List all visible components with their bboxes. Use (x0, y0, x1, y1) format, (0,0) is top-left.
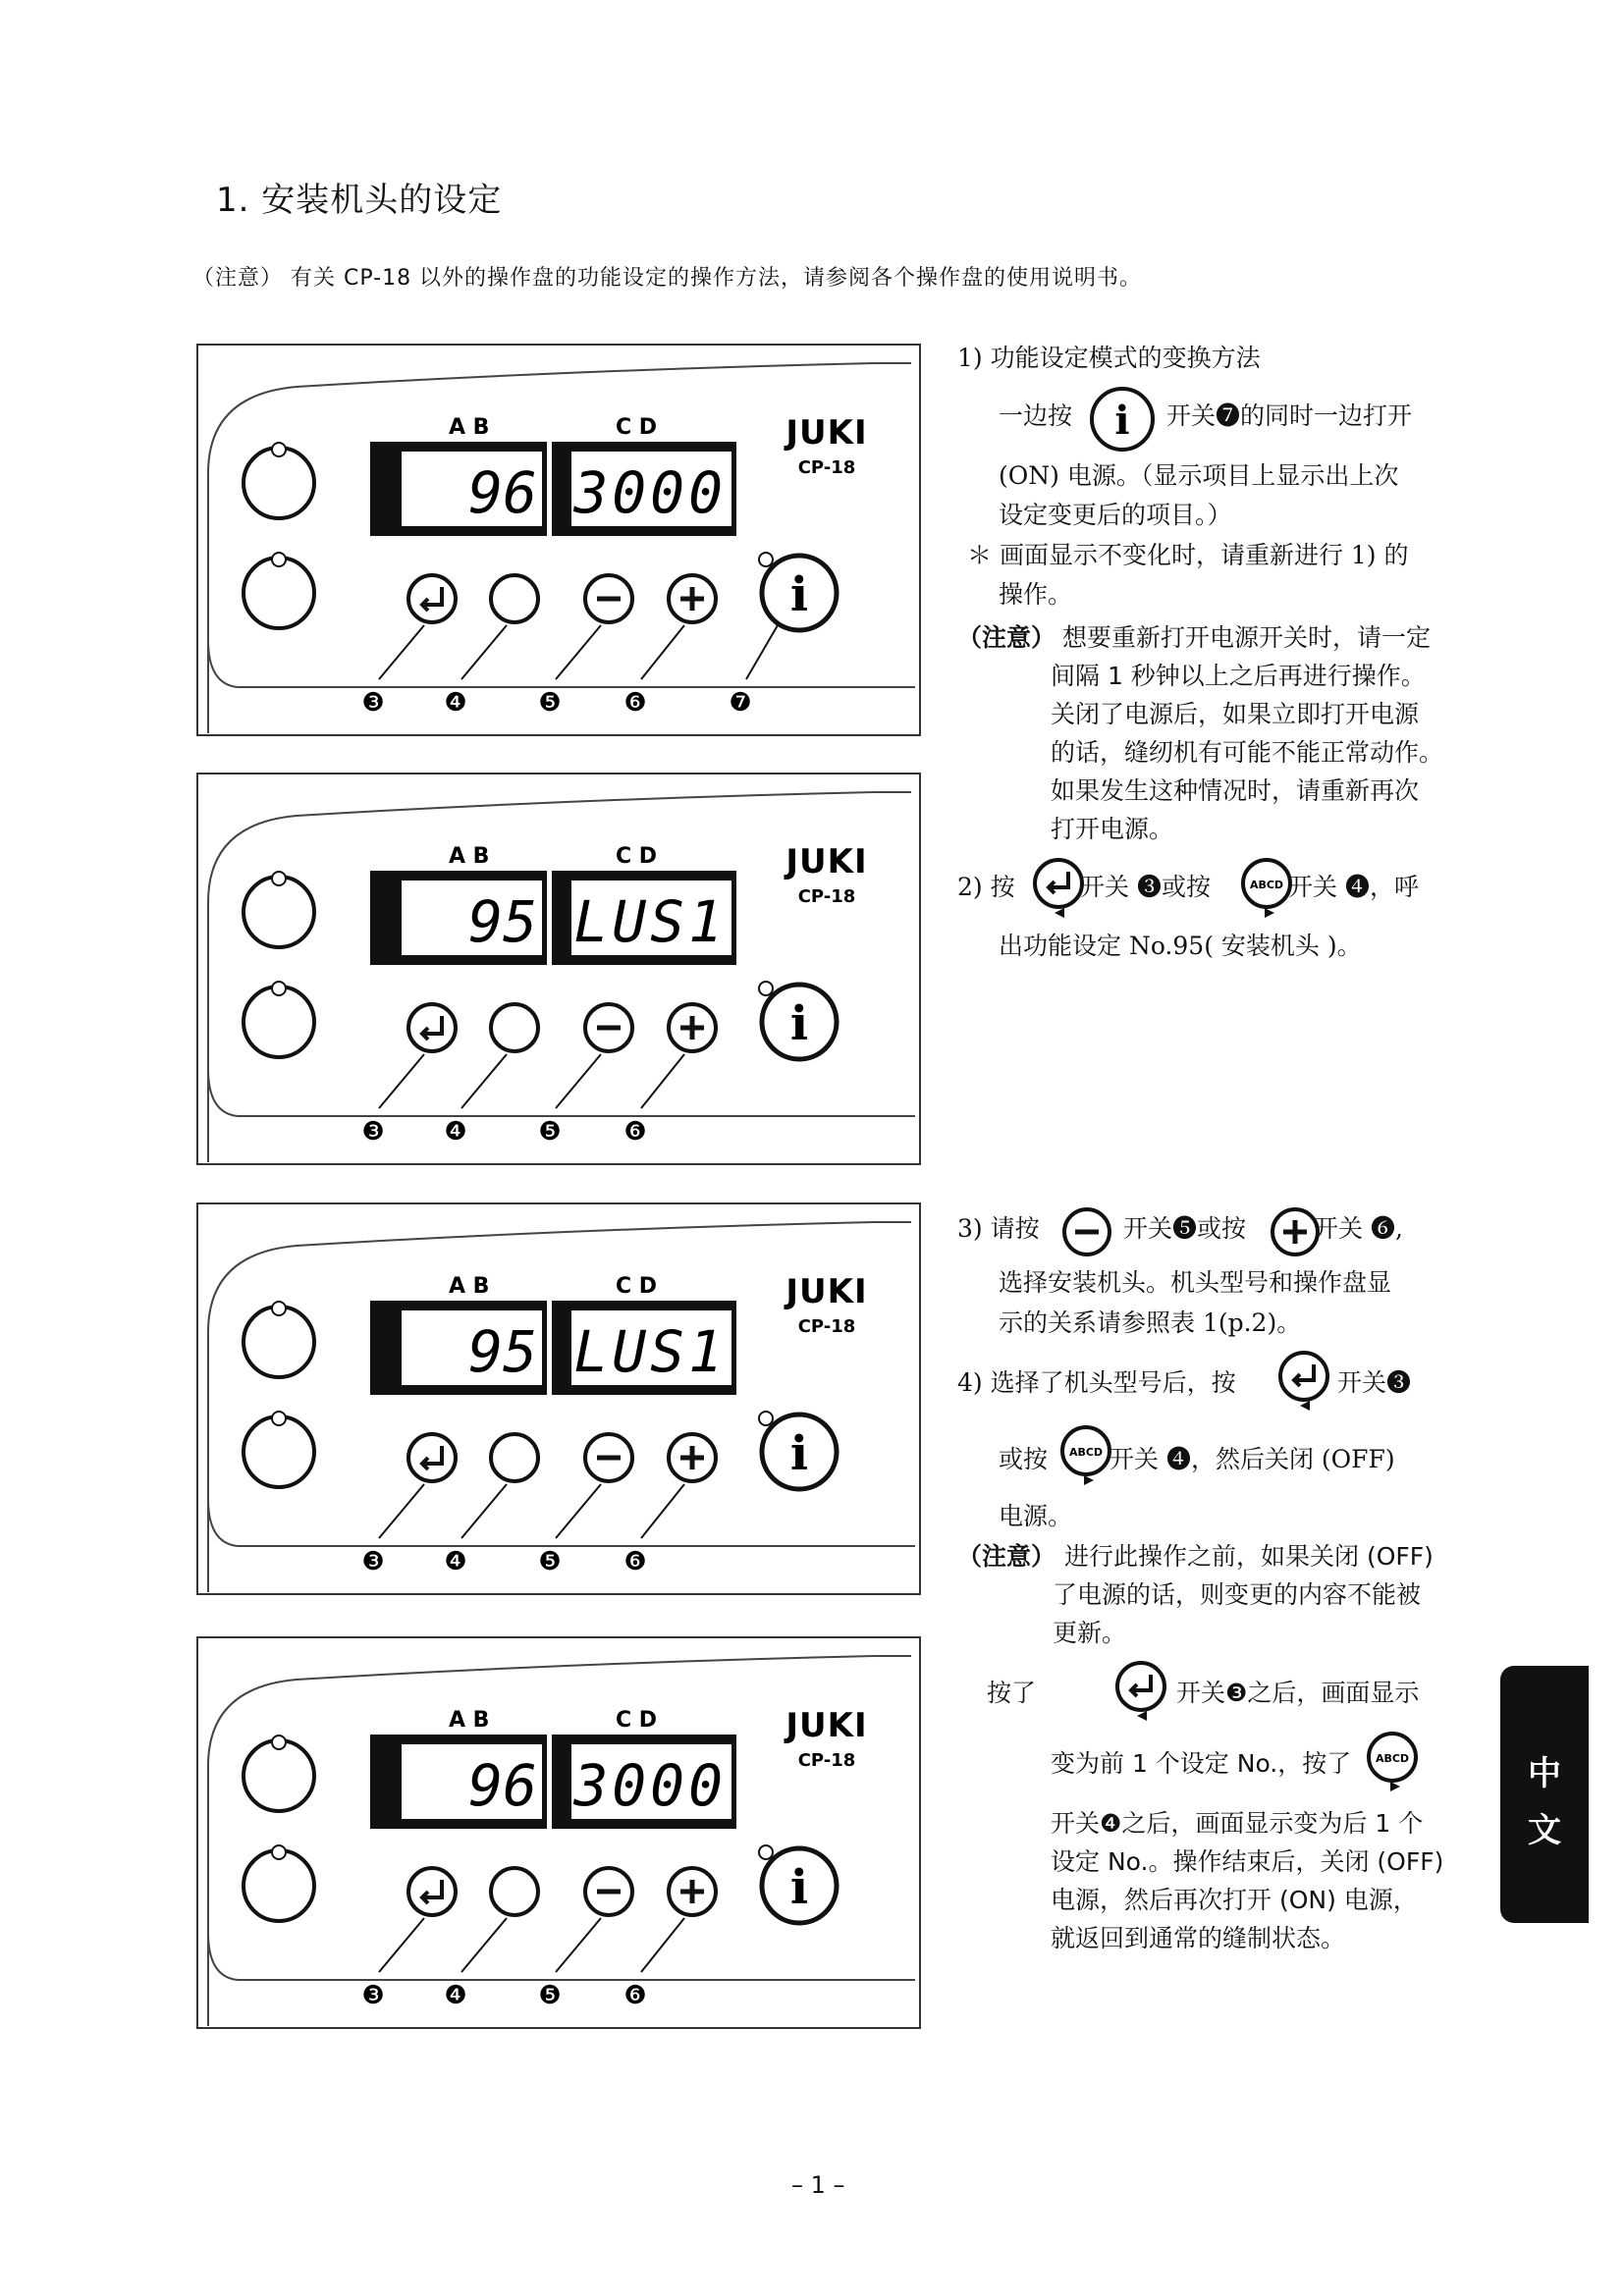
panel-drawing-2 (198, 774, 921, 1165)
step1-text-c: 设定变更后的项目。） (999, 501, 1232, 529)
abcd-button (491, 1434, 538, 1481)
panel-drawing-4 (198, 1638, 921, 2029)
callout-leader (641, 625, 684, 679)
model-label: CP-18 (797, 1750, 856, 1771)
step2-text-c: 开关 ❹，呼 (1288, 873, 1419, 901)
enter-button (408, 1868, 456, 1915)
stitch-mode-button-1 (244, 877, 314, 947)
callout-number: ❸ (361, 1547, 385, 1576)
stitch-mode-button-1 (244, 1740, 314, 1811)
step4-text-b: 开关❸ (1337, 1368, 1412, 1397)
callout-leader (379, 1918, 424, 1972)
abcd-button-icon (1058, 1423, 1117, 1488)
note2-heading: （注意） (957, 1542, 1056, 1571)
brand-logo: JUKI (785, 413, 868, 453)
note3-text-d: 开关❹之后，画面显示变为后 1 个 (1051, 1809, 1424, 1838)
step4-text-e: 电源。 (999, 1502, 1073, 1530)
svg-text:ABCD: ABCD (1375, 1752, 1410, 1765)
step2-text-d: 出功能设定 No.95( 安装机头 )。 (999, 932, 1362, 960)
display-label-cd: C D (616, 844, 658, 869)
enter-button-icon (1113, 1659, 1172, 1724)
led-indicator (759, 1845, 773, 1859)
display-label-cd: C D (616, 1708, 658, 1733)
minus-button-icon (1060, 1205, 1113, 1258)
callout-leader (379, 625, 424, 679)
callout-number: ❹ (444, 1547, 467, 1576)
info-icon: i (789, 1860, 809, 1915)
abcd-button (491, 1004, 538, 1051)
display-label-ab: A B (449, 415, 490, 440)
step4-text-c: 或按 (999, 1445, 1049, 1473)
abcd-button (491, 1868, 538, 1915)
step3-text-c: 开关 ❻, (1314, 1214, 1403, 1243)
note1-line2: 间隔 1 秒钟以上之后再进行操作。 (1051, 662, 1426, 690)
step3-text-a: 3) 请按 (957, 1214, 1040, 1243)
display-cd-value: 3000 (573, 459, 727, 526)
step1-text-a1: 一边按 (999, 401, 1073, 430)
note1-line1: 想要重新打开电源开关时，请一定 (1062, 623, 1432, 652)
language-tab (1500, 1666, 1589, 1923)
led-indicator (272, 982, 286, 995)
stitch-mode-button-1 (244, 1307, 314, 1377)
note2-line3: 更新。 (1053, 1619, 1127, 1647)
callout-number: ❹ (444, 688, 467, 718)
note1-heading: （注意） (957, 623, 1056, 652)
svg-text:ABCD: ABCD (1249, 879, 1284, 891)
callout-leader (641, 1918, 684, 1972)
language-tab-char-1: 中 (1528, 1754, 1561, 1793)
enter-button-icon (1276, 1349, 1335, 1414)
stitch-mode-button-1 (244, 448, 314, 518)
note3-text-f: 电源，然后再次打开 (ON) 电源， (1051, 1886, 1418, 1914)
callout-leader (379, 1054, 424, 1108)
stitch-mode-button-2 (244, 1416, 314, 1487)
step3-text-b: 开关❺或按 (1123, 1214, 1247, 1243)
step1-text-b: (ON) 电源。（显示项目上显示出上次 (999, 461, 1399, 490)
model-label: CP-18 (797, 886, 856, 907)
step4-text-a: 4) 选择了机头型号后，按 (957, 1368, 1236, 1397)
enter-button (408, 1004, 456, 1051)
led-indicator (272, 1845, 286, 1859)
callout-leader (461, 625, 507, 679)
note2-line1: 进行此操作之前，如果关闭 (OFF) (1064, 1542, 1434, 1571)
control-panel-3 (196, 1202, 921, 1595)
enter-button (408, 575, 456, 622)
stitch-mode-button-2 (244, 558, 314, 628)
brand-logo: JUKI (785, 1272, 868, 1311)
model-label: CP-18 (797, 457, 856, 478)
note1-line3: 关闭了电源后，如果立即打开电源 (1051, 700, 1420, 728)
stitch-mode-button-2 (244, 1850, 314, 1921)
callout-number: ❻ (623, 1117, 647, 1147)
callout-leader (641, 1054, 684, 1108)
info-icon: i (789, 996, 809, 1051)
led-indicator (272, 1735, 286, 1749)
step4-text-d: 开关 ❹，然后关闭 (OFF) (1110, 1445, 1395, 1473)
callout-number: ❸ (361, 1117, 385, 1147)
top-note: （注意） 有关 CP-18 以外的操作盘的功能设定的操作方法，请参阅各个操作盘的使用说明书。 (192, 266, 1143, 291)
callout-number: ❺ (538, 1117, 562, 1147)
brand-logo: JUKI (785, 1706, 868, 1745)
step3-text-e: 示的关系请参照表 1(p.2)。 (999, 1308, 1302, 1337)
display-cd-value: LUS1 (573, 888, 727, 955)
led-indicator (272, 553, 286, 566)
step1-text-d: ＊ 画面显示不变化时，请重新进行 1) 的 (967, 541, 1409, 569)
note1-line5: 如果发生这种情况时，请重新再次 (1051, 776, 1420, 805)
step1-heading: 1) 功能设定模式的变换方法 (957, 344, 1261, 372)
step2-text-b: 开关 ❸或按 (1080, 873, 1211, 901)
callout-number: ❺ (538, 1981, 562, 2010)
callout-leader (746, 625, 778, 679)
svg-text:ABCD: ABCD (1068, 1446, 1104, 1459)
callout-leader (641, 1484, 684, 1538)
callout-number: ❻ (623, 1981, 647, 2010)
led-indicator (759, 553, 773, 566)
callout-number: ❹ (444, 1981, 467, 2010)
note2-line2: 了电源的话，则变更的内容不能被 (1053, 1580, 1422, 1609)
note1-line4: 的话，缝纫机有可能不能正常动作。 (1051, 738, 1444, 767)
led-indicator (272, 443, 286, 456)
led-indicator (759, 1412, 773, 1425)
note3-text-a: 按了 (987, 1679, 1037, 1707)
display-ab-value: 96 (468, 1752, 537, 1819)
model-label: CP-18 (797, 1316, 856, 1337)
abcd-button-icon (1365, 1730, 1424, 1794)
callout-number: ❸ (361, 688, 385, 718)
control-panel-2 (196, 773, 921, 1165)
brand-logo: JUKI (785, 842, 868, 881)
display-ab-value: 95 (468, 888, 537, 955)
callout-number: ❻ (623, 1547, 647, 1576)
note1-line6: 打开电源。 (1051, 815, 1174, 843)
callout-leader (556, 1054, 601, 1108)
control-panel-4 (196, 1636, 921, 2029)
callout-number: ❹ (444, 1117, 467, 1147)
display-ab-value: 95 (468, 1318, 537, 1385)
svg-text:i: i (1114, 398, 1130, 444)
led-indicator (272, 1412, 286, 1425)
stitch-mode-button-2 (244, 987, 314, 1057)
enter-button (408, 1434, 456, 1481)
led-indicator (272, 1302, 286, 1315)
display-label-ab: A B (449, 1708, 490, 1733)
led-indicator (272, 872, 286, 885)
step1-text-a2: 开关❼的同时一边打开 (1166, 401, 1413, 430)
callout-number: ❺ (538, 688, 562, 718)
info-icon: i (789, 567, 809, 622)
step2-text-a: 2) 按 (957, 873, 1015, 901)
display-cd-value: LUS1 (573, 1318, 727, 1385)
display-cd-value: 3000 (573, 1752, 727, 1819)
step1-text-e: 操作。 (999, 580, 1073, 609)
callout-leader (556, 1484, 601, 1538)
display-label-cd: C D (616, 1274, 658, 1299)
callout-number: ❼ (729, 688, 752, 718)
note3-text-e: 设定 No.。操作结束后，关闭 (OFF) (1051, 1847, 1444, 1876)
language-tab-char-2: 文 (1528, 1811, 1561, 1850)
callout-leader (379, 1484, 424, 1538)
display-label-ab: A B (449, 844, 490, 869)
callout-leader (556, 1918, 601, 1972)
callout-leader (461, 1054, 507, 1108)
info-button-icon (1088, 385, 1157, 454)
step3-text-d: 选择安装机头。机头型号和操作盘显 (999, 1268, 1392, 1297)
note3-text-c: 变为前 1 个设定 No.，按了 (1051, 1749, 1352, 1778)
callout-leader (461, 1918, 507, 1972)
callout-number: ❻ (623, 688, 647, 718)
section-title: 1. 安装机头的设定 (216, 181, 503, 220)
abcd-button (491, 575, 538, 622)
panel-drawing-3 (198, 1204, 921, 1595)
callout-number: ❸ (361, 1981, 385, 2010)
display-label-cd: C D (616, 415, 658, 440)
control-panel-1 (196, 344, 921, 736)
note3-text-b: 开关❸之后，画面显示 (1176, 1679, 1420, 1707)
callout-leader (461, 1484, 507, 1538)
callout-number: ❺ (538, 1547, 562, 1576)
display-label-ab: A B (449, 1274, 490, 1299)
led-indicator (759, 982, 773, 995)
note3-text-g: 就返回到通常的缝制状态。 (1051, 1924, 1346, 1952)
page-number: – 1 – (791, 2171, 845, 2199)
panel-drawing-1 (198, 346, 921, 736)
callout-leader (556, 625, 601, 679)
info-icon: i (789, 1426, 809, 1481)
display-ab-value: 96 (468, 459, 537, 526)
